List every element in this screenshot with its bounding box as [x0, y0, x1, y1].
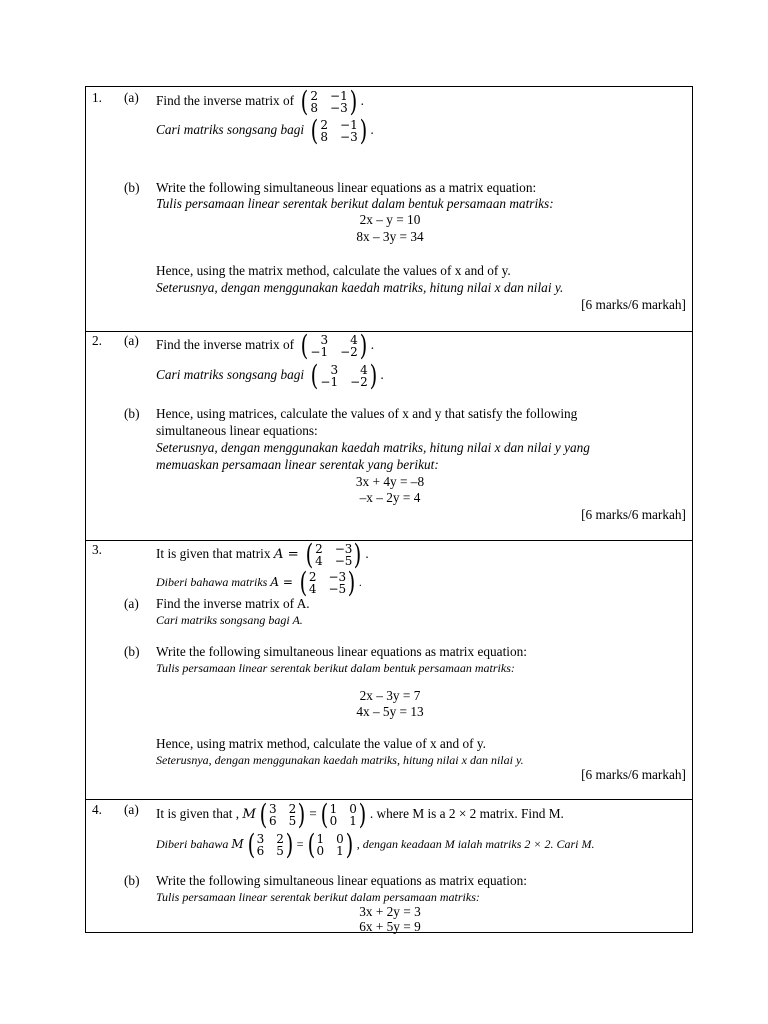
equation: 2x – 3y = 7: [359, 688, 421, 703]
part-b-malay: Tulis persamaan linear serentak berikut dalam bentuk persamaan matriks:: [156, 196, 554, 211]
matrix: ( 2 −3 4 −5 ): [305, 537, 362, 571]
identity-matrix: ( 1 0 0 1 ): [320, 797, 367, 831]
part-a-english: It is given that , M ( 3 2 6 5 ) = ( 1 0 0 1 ) . where M is a 2 × 2 matrix. Find M.: [156, 797, 564, 831]
hence-english: Hence, using matrix method, calculate the value of x and of y.: [156, 736, 486, 751]
part-b-malay: Seterusnya, dengan menggunakan kaedah matriks, hitung nilai x dan nilai y yang: [156, 440, 590, 455]
part-b-english: Write the following simultaneous linear equations as a matrix equation:: [156, 180, 537, 195]
matrix: ( 3 4 −1 −2 ): [301, 328, 368, 362]
part-b-label: (b): [124, 180, 140, 195]
part-b-english: Write the following simultaneous linear equations as matrix equation:: [156, 644, 527, 659]
matrix: ( 3 2 6 5 ): [247, 828, 294, 862]
part-a-english: Find the inverse matrix of ( 2 −1 8 −3 ) .: [156, 84, 364, 118]
part-a-label: (a): [124, 90, 139, 105]
equation: 4x – 5y = 13: [356, 704, 424, 719]
part-b-english: simultaneous linear equations:: [156, 423, 318, 438]
matrix: ( 3 2 6 5 ): [259, 797, 306, 831]
question-number: 2.: [92, 333, 102, 348]
equation: 3x + 2y = 3: [359, 904, 421, 919]
part-a-malay: Cari matriks songsang bagi ( 2 −1 8 −3 ) .: [156, 113, 375, 147]
equation: 6x + 5y = 9: [359, 919, 421, 934]
part-a-label: (a): [124, 802, 139, 817]
question-number: 1.: [92, 90, 102, 105]
matrix: ( 3 4 −1 −2 ): [311, 358, 378, 392]
equation: 3x + 4y = –8: [355, 474, 425, 489]
part-a-english: Find the inverse matrix of A.: [156, 596, 310, 611]
matrix: ( 2 −1 8 −3 ): [311, 113, 368, 147]
hence-english: Hence, using the matrix method, calculate the values of x and of y.: [156, 263, 511, 278]
part-a-malay: Cari matriks songsang bagi ( 3 4 −1 −2 ) .: [156, 358, 385, 392]
question-number: 4.: [92, 802, 102, 817]
part-b-english: Hence, using matrices, calculate the values of x and y that satisfy the following: [156, 406, 578, 421]
given-english: It is given that matrix A = ( 2 −3 4 −5 ) .: [156, 537, 369, 571]
part-a-label: (a): [124, 596, 139, 611]
marks: [6 marks/6 markah]: [581, 297, 686, 312]
part-b-malay: Tulis persamaan linear serentak berikut dalam persamaan matriks:: [156, 890, 480, 904]
matrix: ( 2 −1 8 −3 ): [301, 84, 358, 118]
matrix: ( 2 −3 4 −5 ): [299, 566, 356, 600]
part-b-malay: Tulis persamaan linear serentak berikut dalam bentuk persamaan matriks:: [156, 661, 515, 675]
hence-malay: Seterusnya, dengan menggunakan kaedah matriks, hitung nilai x dan nilai y.: [156, 280, 564, 295]
equation: 2x – y = 10: [359, 212, 421, 227]
identity-matrix: ( 1 0 0 1 ): [307, 828, 354, 862]
questions-table: [85, 86, 693, 933]
part-a-malay: Diberi bahawa M ( 3 2 6 5 ) = ( 1 0 0 1 ) , dengan keadaan M ialah matriks 2 × 2. Cari M.: [156, 828, 595, 862]
hence-malay: Seterusnya, dengan menggunakan kaedah matriks, hitung nilai x dan nilai y.: [156, 753, 524, 767]
marks: [6 marks/6 markah]: [581, 767, 686, 782]
part-b-english: Write the following simultaneous linear equations as matrix equation:: [156, 873, 527, 888]
part-a-label: (a): [124, 333, 139, 348]
equation: 8x – 3y = 34: [356, 229, 424, 244]
part-b-label: (b): [124, 406, 140, 421]
given-malay: Diberi bahawa matriks A = ( 2 −3 4 −5 ) .: [156, 566, 363, 600]
part-b-label: (b): [124, 873, 140, 888]
question-number: 3.: [92, 542, 102, 557]
equation: –x – 2y = 4: [359, 490, 421, 505]
marks: [6 marks/6 markah]: [581, 507, 686, 522]
part-b-malay: memuaskan persamaan linear serentak yang berikut:: [156, 457, 439, 472]
part-a-english: Find the inverse matrix of ( 3 4 −1 −2 ) .: [156, 328, 375, 362]
part-b-label: (b): [124, 644, 140, 659]
part-a-malay: Cari matriks songsang bagi A.: [156, 613, 303, 627]
